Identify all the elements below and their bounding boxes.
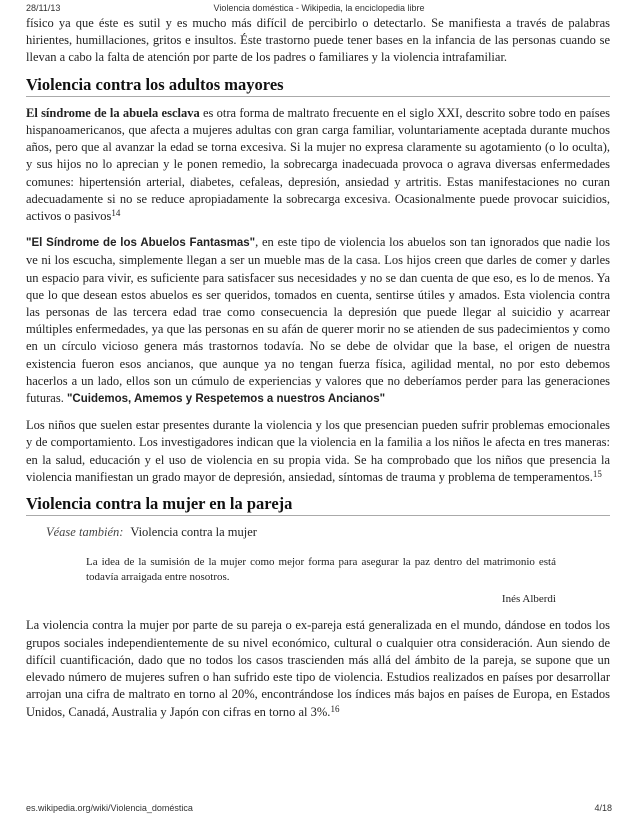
- print-page-title: Violencia doméstica - Wikipedia, la enciclopedia libre: [213, 3, 425, 13]
- paragraph-ninos: [26, 417, 610, 486]
- article-content: [26, 15, 610, 730]
- print-header: [26, 3, 612, 15]
- quote-block: [86, 555, 556, 607]
- reference-link-15[interactable]: 15: [592, 468, 602, 479]
- see-also-note: [26, 524, 610, 541]
- see-also-label: Véase también:: [46, 525, 124, 540]
- paragraph-violencia-mujer: [26, 617, 610, 720]
- paragraph-text: , en este tipo de violencia los abuelos son tan ignorados que nadie los ve ni los escucha, simplemente llegan a ser un mueble mas de la casa. Los hijos creen que darles de comer y darles un espacio para vivir, es suficiente para satisfacer sus necesidades y no se dan cuenta de que eso, es lo de menos. Ya que lo que desean estos abuelos es ser queridos, tomados en cuenta, sentirse útiles y amados. Esta violencia contra las personas de las tercera edad trae como consecuencia la depresión que puede llegar al suicidio y acarrear múltiples enfermedades, ya que las personas en su afán de querer morir no se atienden de sus padecimientos y como en un círculo vicioso genera más trastornos todavía. No se debe de olvidar que la base, el origen de nuestra existencia fueron esos ancianos, que aunque ya no tengan fuerza física, agilidad mental, no por esto debemos hacerlos a un lado, ellos son un cúmulo de experiencias y valores que no deberíamos perder para las generaciones futuras.: [26, 235, 610, 406]
- slogan-ancianos: "Cuidemos, Amemos y Respetemos a nuestros Ancianos": [66, 393, 386, 406]
- term-abuelos-fantasmas: "El Síndrome de los Abuelos Fantasmas": [26, 237, 256, 250]
- print-footer: [26, 803, 612, 815]
- print-page-number: 4/18: [594, 803, 612, 813]
- term-abuela-esclava: El síndrome de la abuela esclava: [26, 105, 200, 120]
- print-url: es.wikipedia.org/wiki/Violencia_doméstica: [26, 803, 193, 813]
- print-date: 28/11/13: [26, 3, 61, 13]
- quote-author: Inés Alberdi: [501, 593, 556, 606]
- see-also-link[interactable]: Violencia contra la mujer: [130, 525, 257, 540]
- paragraph-abuelos-fantasmas: [26, 234, 610, 408]
- reference-link-16[interactable]: 16: [330, 703, 340, 714]
- paragraph-text: es otra forma de maltrato frecuente en el siglo XXI, descrito sobre todo en países hispanoamericanos, que afecta a mujeres adultas con gran carga familiar, voluntariamente aceptada durante muchos años, pero que al avanzar la edad se torna excesiva. Si la mujer no expresa claramente su agotamiento (o lo oculta), y sus hijos no lo aprecian y le ponen remedio, la sobrecarga inadecuada provoca o agrava diversas enfermedades comunes: hipertensión arterial, diabetes, cefaleas, depresión, ansiedad y artritis. Estas manifestaciones no curan adecuadamente si no se reduce apropiadamente la sobrecarga excesiva. Ocasionalmente puede provocar suicidios, activos o pasivos: [26, 105, 610, 224]
- section-heading-women: Violencia contra la mujer en la pareja: [26, 495, 610, 516]
- quote-text: La idea de la sumisión de la mujer como mejor forma para asegurar la paz dentro del matrimonio está todavía arraigada entre nosotros.: [86, 556, 556, 584]
- reference-link-14[interactable]: 14: [111, 208, 121, 219]
- paragraph-text: Los niños que suelen estar presentes durante la violencia y los que presencian pueden sufrir problemas emocionales y de comportamiento. Los investigadores indican que la violencia en la familia a los niños le afecta en tres maneras: en la salud, educación y el uso de violencia en su propia vida. Se ha comprobado que los niños que presencia la violencia manifiestan un grado mayor de depresión, ansiedad, síntomas de trauma y problema de temperamentos.: [26, 418, 610, 484]
- paragraph-abuela-esclava: [26, 105, 610, 225]
- section-heading-elderly: Violencia contra los adultos mayores: [26, 76, 610, 97]
- paragraph-text: La violencia contra la mujer por parte de su pareja o ex-pareja está generalizada en el mundo, dándose en todos los grupos sociales independientemente de su nivel económico, cultural o cualquier otra consideración. Aun siendo de difícil cuantificación, dado que no todos los casos trascienden más allá del ámbito de la pareja, se supone que un elevado número de mujeres sufren o han sufrido este tipo de violencia. Estudios realizados en países por desarrollar arrojan una cifra de maltrato en torno al 20%, encontrándose los índices más bajos en países de Europa, en Estados Unidos, Canadá, Australia y Japón con cifras en torno al 3%.: [26, 618, 610, 719]
- intro-paragraph: físico ya que éste es sutil y es mucho más difícil de percibirlo o detectarlo. Se manifiesta a través de palabras hirientes, humillaciones, gritos e insultos. Éste trastorno puede tener bases en la infancia de las personas cuando se llevan a cabo la falta de atención por parte de los padres o familiares y la violencia intrafamiliar.: [26, 16, 610, 65]
